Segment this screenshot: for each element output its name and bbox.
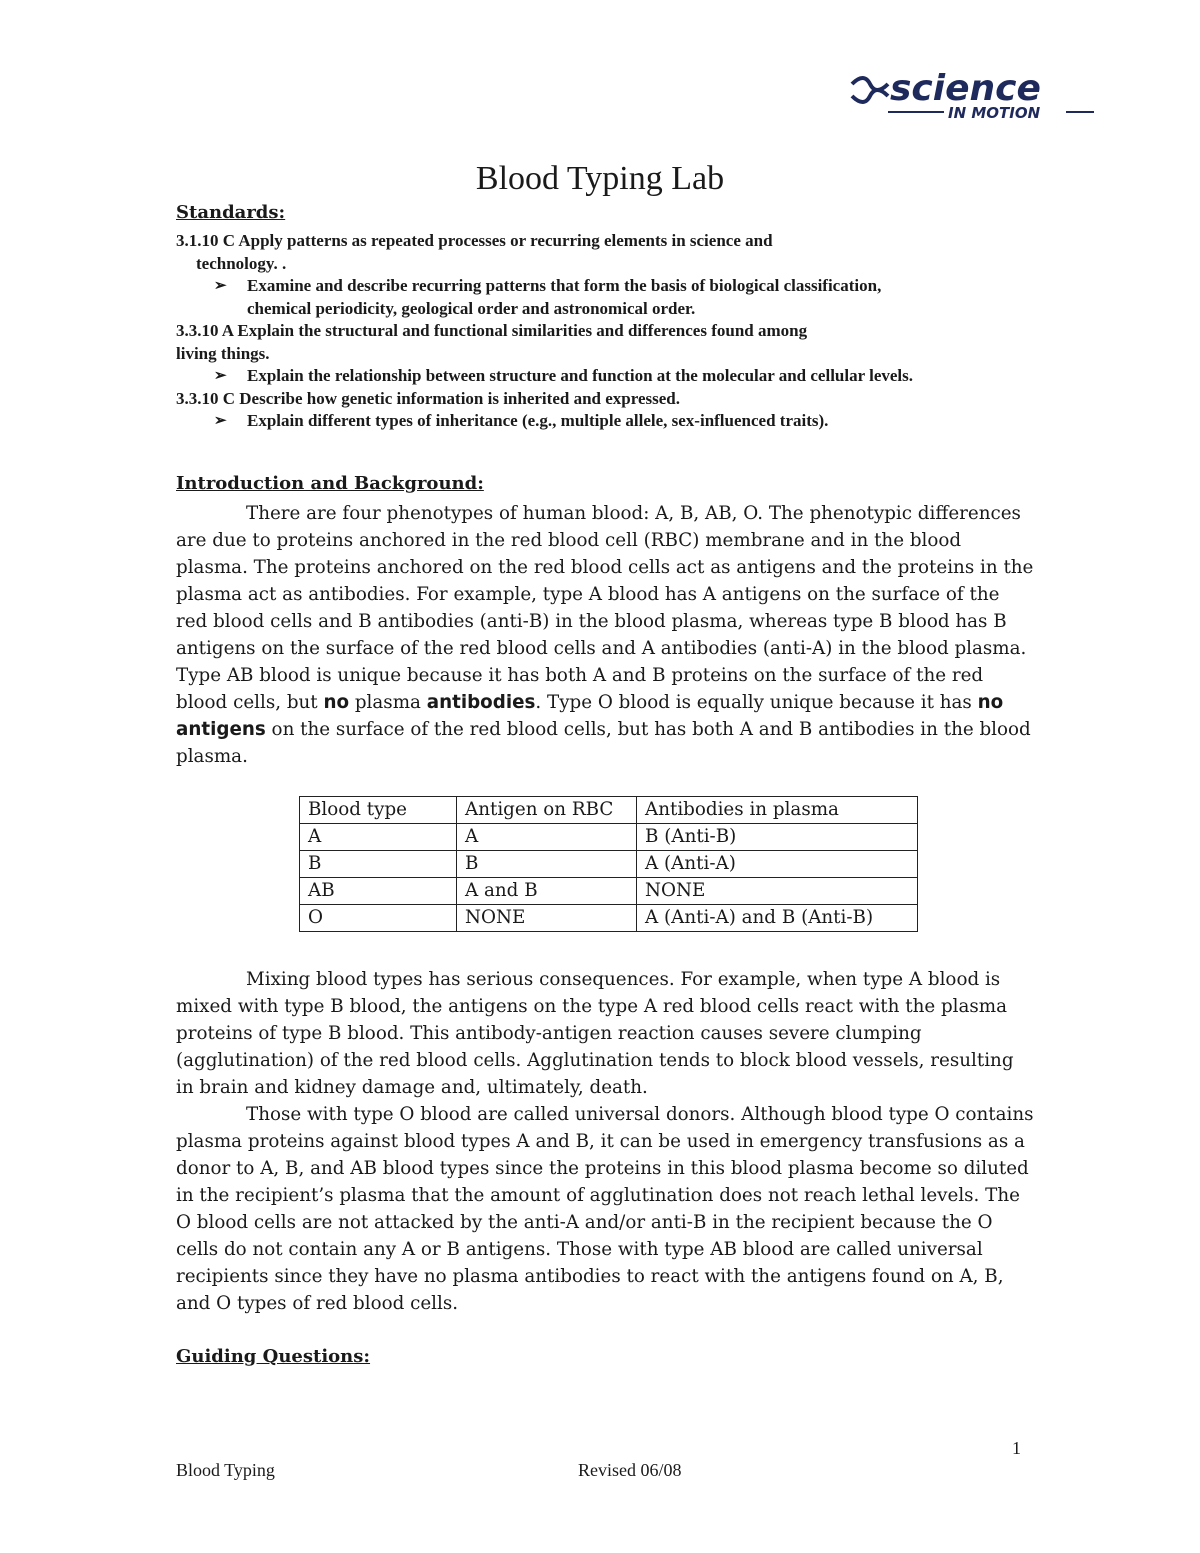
table-header: Blood type [300, 797, 457, 824]
table-cell: O [300, 905, 457, 932]
science-in-motion-logo [848, 70, 1098, 122]
footer-right: Revised 06/08 [578, 1460, 682, 1480]
logo-swoosh-icon [852, 78, 888, 102]
mixing-paragraph: Mixing blood types has serious consequences. For example, when type A blood is mixed with type B blood, the antigens on the type A red blood cells react with the plasma proteins of type B blood. This antibody-antigen reaction causes severe clumping (agglutination) of the red blood cells. Agglutination tends to block blood vessels, resulting in brain and kidney damage and, ultimately, death. [176, 969, 1014, 1098]
standard-3-1-10-c-cont: technology. . [196, 253, 287, 273]
footer-left: Blood Typing [176, 1460, 275, 1480]
logo-in-motion-text: IN MOTION [948, 104, 1041, 122]
table-cell: A (Anti-A) and B (Anti-B) [637, 905, 918, 932]
table-row [300, 824, 918, 851]
page-title: Blood Typing Lab [475, 160, 725, 197]
logo-science-text: science [890, 70, 1041, 109]
table-header: Antigen on RBC [457, 797, 637, 824]
table-cell: A [457, 824, 637, 851]
table-cell: NONE [457, 905, 637, 932]
guiding-questions-heading: Guiding Questions: [176, 1346, 371, 1367]
intro-paragraph: There are four phenotypes of human blood: A, B, AB, O. The phenotypic differences are due to proteins anchored in the red blood cell (RBC) membrane and in the blood plasma. The proteins anchored on the red blood cells act as antigens and the proteins in the plasma act as antibodies. For example, type A blood has A antigens on the surface of the red blood cells and B antibodies (anti-B) in the blood plasma, whereas type B blood has B antigens on the surface of the red blood cells and A antibodies (anti-A) in the blood plasma. Type AB blood is unique because it has both A and B proteins on the surface of the red blood cells, but no plasma antibodies. Type O blood is equally unique because it has no antigens on the surface of the red blood cells, but has both A and B antibodies in the blood plasma. [176, 503, 1034, 767]
standard-bullet: ➢ Examine and describe recurring patterns that form the basis of biological classification, chemical periodicity, geological order and astronomical order. [214, 276, 882, 318]
standard-bullet: ➢ Explain the relationship between structure and function at the molecular and cellular levels. [176, 365, 1056, 388]
table-row [300, 905, 918, 932]
standards-heading: Standards: [176, 202, 286, 223]
arrow-bullet-icon: ➢ [214, 278, 227, 294]
arrow-bullet-icon: ➢ [214, 413, 227, 429]
table-cell: NONE [637, 878, 918, 905]
table-cell: A and B [457, 878, 637, 905]
blood-type-table [299, 796, 918, 932]
standards-list [176, 230, 1056, 433]
standard-3-1-10-c: 3.1.10 C Apply patterns as repeated processes or recurring elements in science and [176, 231, 773, 250]
table-cell: B [457, 851, 637, 878]
standard-bullet: ➢ Explain different types of inheritance (e.g., multiple allele, sex-influenced traits). [176, 410, 1056, 433]
logo-graphic [848, 70, 1098, 122]
arrow-bullet-icon: ➢ [214, 368, 227, 384]
table-row [300, 851, 918, 878]
body-text [176, 966, 1036, 1317]
table-header-row [300, 797, 918, 824]
table-cell: B (Anti-B) [637, 824, 918, 851]
universal-donor-paragraph: Those with type O blood are called universal donors. Although blood type O contains plasma proteins against blood types A and B, it can be used in emergency transfusions as a donor to A, B, and AB blood types since the proteins in this blood plasma become so diluted in the recipient’s plasma that the amount of agglutination does not reach lethal levels. The O blood cells are not attacked by the anti-A and/or anti-B in the recipient because the O cells do not contain any A or B antigens. Those with type AB blood are called universal recipients since they have no plasma antibodies to react with the antigens found on A, B, and O types of red blood cells. [176, 1104, 1034, 1314]
table-row [300, 878, 918, 905]
standard-3-3-10-a: 3.3.10 A Explain the structural and functional similarities and differences found among [176, 321, 808, 340]
table-cell: A (Anti-A) [637, 851, 918, 878]
table-cell: A [300, 824, 457, 851]
table-cell: B [300, 851, 457, 878]
standard-3-3-10-c: 3.3.10 C Describe how genetic information is inherited and expressed. [176, 388, 680, 408]
table-cell: AB [300, 878, 457, 905]
intro-heading: Introduction and Background: [176, 473, 484, 494]
standard-3-3-10-a-cont: living things. [176, 343, 270, 363]
page-number: 1 [1012, 1438, 1021, 1458]
table-header: Antibodies in plasma [637, 797, 918, 824]
